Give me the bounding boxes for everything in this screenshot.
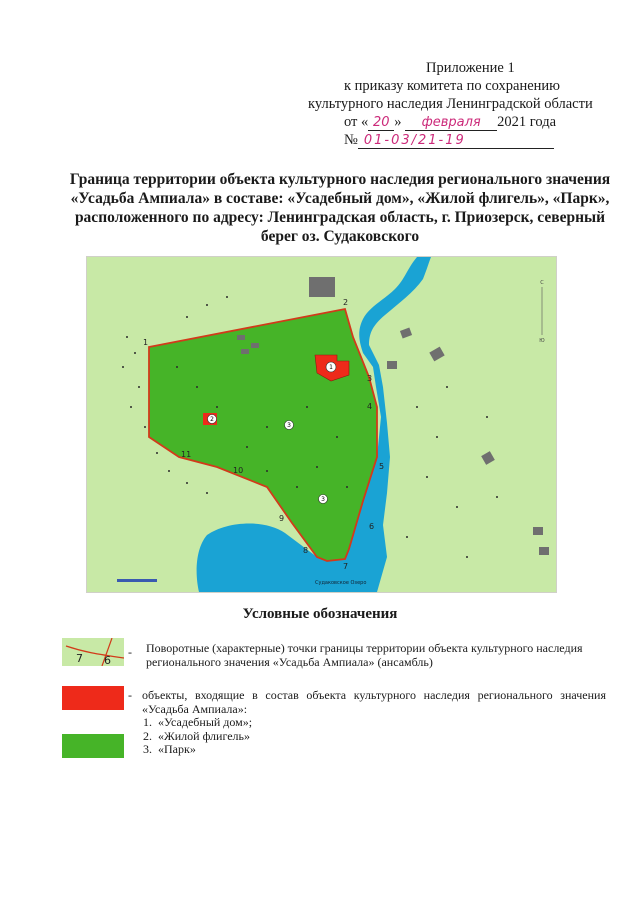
order-number: 01-03/21-19: [358, 133, 554, 149]
date-day: 20: [368, 115, 394, 131]
marker-3b: 3: [321, 496, 325, 503]
point-label-8: 8: [303, 546, 309, 555]
point-label-5: 5: [379, 462, 385, 471]
committee-line: культурного наследия Ленинградской области: [308, 96, 593, 112]
point-label-1: 1: [143, 338, 149, 347]
point-label-6: 6: [369, 522, 375, 531]
legend-swatch-park: [62, 734, 124, 758]
point-label-11: 11: [181, 450, 192, 459]
legend-item-objects: объекты, входящие в состав объекта культурного наследия регионального значения «Усадьба Ампиала»:: [142, 688, 606, 716]
legend-swatch-objects: [62, 686, 124, 710]
point-label-3: 3: [367, 374, 373, 383]
swatch-label-7: 7: [76, 652, 83, 665]
date-month: февраля: [405, 115, 497, 131]
list-item: 1. «Усадебный дом»;: [143, 715, 253, 729]
date-line: от « 20 » февраля 2021 года: [344, 114, 557, 130]
scale-bar: [117, 579, 157, 582]
legend-object-list: [124, 716, 424, 757]
date-year: 2021 года: [497, 114, 557, 130]
point-label-4: 4: [367, 402, 373, 411]
territory-map: [86, 256, 557, 593]
number-line: № 01-03/21-19: [344, 132, 554, 149]
point-label-2: 2: [343, 298, 349, 307]
legend-swatch-points: [62, 638, 124, 666]
svg-text:Ю: Ю: [539, 338, 545, 344]
lake-label: Судаковское Озеро: [315, 580, 367, 586]
list-item: 3. «Парк»: [143, 742, 196, 756]
swatch-label-6: 6: [104, 654, 111, 666]
legend-item-points: Поворотные (характерные) точки границы территории объекта культурного наследия регионального значения «Усадьба Ампиала» (ансамбль): [146, 641, 583, 669]
appendix-label: Приложение 1: [426, 60, 515, 76]
legend-title: Условные обозначения: [242, 606, 398, 622]
marker-1: 1: [329, 364, 333, 371]
point-label-9: 9: [279, 514, 285, 523]
order-line: к приказу комитета по сохранению: [344, 78, 561, 94]
marker-2: 2: [210, 416, 214, 423]
page-title: Граница территории объекта культурного наследия регионального значения «Усадьба Ампиала» в составе: «Усадебный дом», «Жилой флигель», «Парк», расположенного по адресу: Ленинградская область, г. Приозерск, северный берег оз. Судаковского: [69, 171, 611, 245]
marker-3a: 3: [287, 422, 291, 429]
point-label-10: 10: [233, 466, 244, 475]
list-item: 2. «Жилой флигель»: [143, 728, 251, 743]
svg-text:С: С: [540, 280, 544, 286]
point-label-7: 7: [343, 562, 349, 571]
